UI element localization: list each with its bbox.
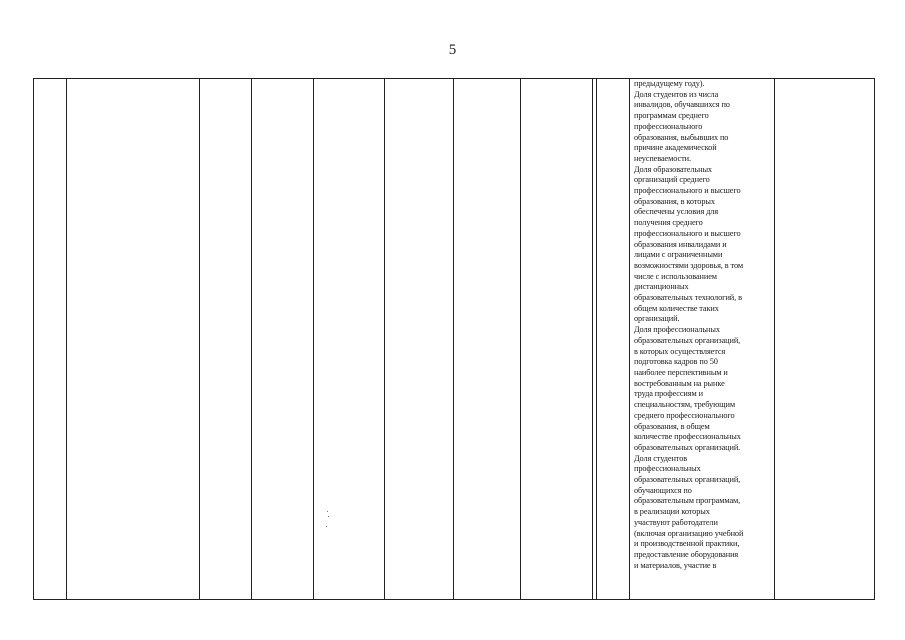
cell-text-line: образовательных технологий, в [634,293,742,303]
cell-text-line: участвуют работодатели [634,517,718,527]
column-divider [520,79,521,599]
cell-text-line: организаций. [634,314,680,324]
cell-text-line: наиболее перспективным и [634,367,728,377]
cell-text-line: числе с использованием [634,271,717,281]
cell-text-line: профессионального и высшего [634,228,741,238]
column-divider [313,79,314,599]
cell-text-line: труда профессиям и [634,389,703,399]
cell-text-line: профессионального и высшего [634,186,741,196]
cell-text-line: Доля студентов [634,453,688,463]
cell-text-line: профессиональных [634,464,701,474]
cell-text-line: программам среднего [634,111,709,121]
cell-text-line: получения среднего [634,218,703,228]
cell-text-line: образовательных организаций, [634,475,741,485]
cell-text-line: общем количестве таких [634,303,719,313]
cell-text-line: инвалидов, обучавшихся по [634,100,730,110]
cell-text-line: предыдущему году). [634,79,705,88]
cell-text-line: специальностям, требующим [634,400,735,410]
cell-text-line: Доля профессиональных [634,325,720,335]
scan-speck [326,526,327,527]
cell-text-line: возможностями здоровья, в том [634,260,743,270]
cell-text-line: профессионального [634,121,703,131]
cell-text-line: среднего профессионального [634,410,735,420]
column-divider [774,79,775,599]
cell-text-line: причине академической [634,143,717,153]
column-divider [384,79,385,599]
cell-text-line: образования, в которых [634,196,715,206]
cell-text-line: в реализации которых [634,507,710,517]
cell-text-line: образования, выбывших по [634,132,729,142]
indicator-cell-text [634,79,774,571]
cell-text-line: Доля образовательных [634,164,712,174]
column-divider [629,79,630,599]
cell-text-line: предоставление оборудования [634,549,739,559]
cell-text-line: образования инвалидами и [634,239,727,249]
column-divider [592,79,593,599]
cell-text-line: (включая организацию учебной [634,528,744,538]
scan-speck [328,516,329,517]
cell-text-line: в которых осуществляется [634,346,726,356]
cell-text-line: лицами с ограниченными [634,250,723,260]
document-table [33,78,875,600]
cell-text-line: подготовка кадров по 50 [634,357,718,367]
cell-text-line: и материалов, участие в [634,560,717,570]
cell-text-line: образовательным программам, [634,496,741,506]
cell-text-line: образовательных организаций. [634,442,741,452]
column-divider [596,79,597,599]
cell-text-line: неуспеваемости. [634,153,691,163]
cell-text-line: востребованным на рынке [634,378,725,388]
cell-text-line: Доля студентов из числа [634,89,719,99]
cell-text-line: дистанционных [634,282,689,292]
cell-text-line: организаций среднего [634,175,710,185]
cell-text-line: обеспечены условия для [634,207,719,217]
column-divider [199,79,200,599]
column-divider [251,79,252,599]
column-divider [453,79,454,599]
cell-text-line: обучающихся по [634,485,692,495]
cell-text-line: образовательных организаций, [634,335,741,345]
column-divider [66,79,67,599]
cell-text-line: образования, в общем [634,421,710,431]
cell-text-line: и производственной практики, [634,539,740,549]
page-number: 5 [448,42,457,58]
scan-speck [327,511,328,512]
cell-text-line: количестве профессиональных [634,432,741,442]
